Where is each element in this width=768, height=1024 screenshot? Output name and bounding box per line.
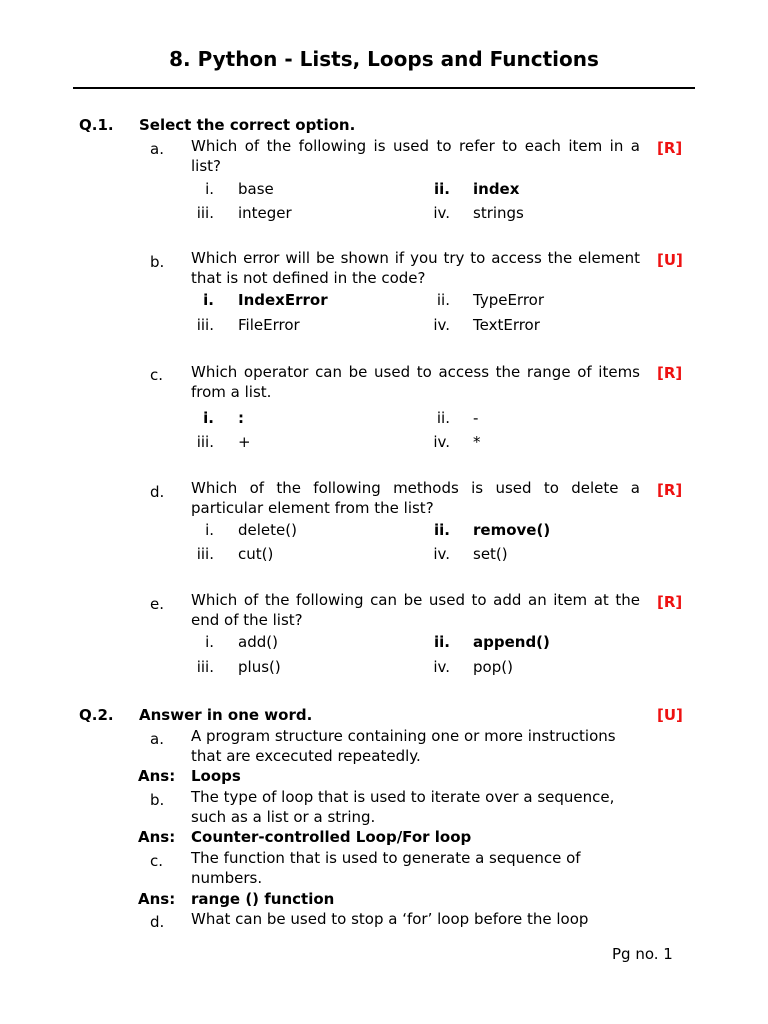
option-number: iv. (433, 545, 450, 563)
question-text: The function that is used to generate a sequence of numbers. (191, 849, 581, 887)
difficulty-tag: [R] (657, 593, 683, 611)
item-letter: c. (150, 366, 164, 384)
question-text: Which of the following is used to refer to each item in a list? (191, 137, 640, 175)
option-number: iii. (196, 545, 214, 563)
correct-option-text: index (473, 180, 520, 198)
answer-text: range () function (191, 890, 335, 908)
question-heading: Select the correct option. (139, 116, 356, 134)
option-number: iv. (433, 316, 450, 334)
question-text: Which of the following can be used to add an item at the end of the list? (191, 591, 640, 629)
item-letter: d. (150, 913, 165, 931)
answer-label: Ans: (138, 828, 176, 846)
item-letter: c. (150, 852, 164, 870)
question-text: What can be used to stop a ‘for’ loop before the loop (191, 910, 589, 928)
option-number: iii. (196, 316, 214, 334)
correct-option-text: IndexError (238, 291, 328, 309)
answer-text: Counter-controlled Loop/For loop (191, 828, 472, 846)
page-title: 8. Python - Lists, Loops and Functions (169, 47, 599, 71)
option-text: base (238, 180, 274, 198)
difficulty-tag: [R] (657, 139, 683, 157)
option-text: - (473, 409, 479, 427)
answer-label: Ans: (138, 767, 176, 785)
item-letter: a. (150, 730, 164, 748)
question-heading: Answer in one word. (139, 706, 313, 724)
item-letter: d. (150, 483, 165, 501)
page-number: Pg no. 1 (612, 945, 673, 963)
option-number: iv. (433, 433, 450, 451)
option-text: cut() (238, 545, 274, 563)
option-number: i. (205, 521, 214, 539)
item-letter: b. (150, 791, 165, 809)
option-text: * (473, 433, 481, 451)
option-number: iii. (196, 204, 214, 222)
correct-option-text: append() (473, 633, 550, 651)
answer-text: Loops (191, 767, 241, 785)
option-number: ii. (434, 633, 450, 651)
difficulty-tag: [U] (657, 251, 683, 269)
option-number: iii. (196, 433, 214, 451)
difficulty-tag: [R] (657, 364, 683, 382)
question-text: Which error will be shown if you try to access the element that is not defined in the code? (191, 249, 640, 287)
item-letter: a. (150, 140, 164, 158)
option-number: iii. (196, 658, 214, 676)
option-number: ii. (436, 291, 450, 309)
option-text: plus() (238, 658, 281, 676)
question-text: Which operator can be used to access the range of items from a list. (191, 363, 640, 401)
option-number: i. (203, 291, 214, 309)
question-number: Q.1. (79, 116, 114, 134)
question-text: Which of the following methods is used to delete a particular element from the list? (191, 479, 640, 517)
difficulty-tag: [R] (657, 481, 683, 499)
title-divider (73, 87, 695, 89)
option-number: iv. (433, 658, 450, 676)
option-text: set() (473, 545, 508, 563)
option-text: pop() (473, 658, 513, 676)
option-text: add() (238, 633, 278, 651)
item-letter: b. (150, 253, 165, 271)
question-text: A program structure containing one or more instructions that are excecuted repeatedly. (191, 727, 616, 765)
item-letter: e. (150, 595, 164, 613)
option-number: ii. (434, 521, 450, 539)
question-number: Q.2. (79, 706, 114, 724)
difficulty-tag: [U] (657, 706, 683, 724)
option-number: i. (205, 180, 214, 198)
option-text: + (238, 433, 251, 451)
option-text: TextError (473, 316, 540, 334)
option-number: iv. (433, 204, 450, 222)
option-text: strings (473, 204, 524, 222)
option-number: ii. (436, 409, 450, 427)
option-text: TypeError (473, 291, 545, 309)
option-number: ii. (434, 180, 450, 198)
option-number: i. (203, 409, 214, 427)
correct-option-text: remove() (473, 521, 551, 539)
option-number: i. (205, 633, 214, 651)
answer-label: Ans: (138, 890, 176, 908)
correct-option-text: : (238, 409, 244, 427)
option-text: FileError (238, 316, 300, 334)
question-text: The type of loop that is used to iterate over a sequence, such as a list or a string. (191, 788, 615, 826)
option-text: delete() (238, 521, 297, 539)
option-text: integer (238, 204, 292, 222)
